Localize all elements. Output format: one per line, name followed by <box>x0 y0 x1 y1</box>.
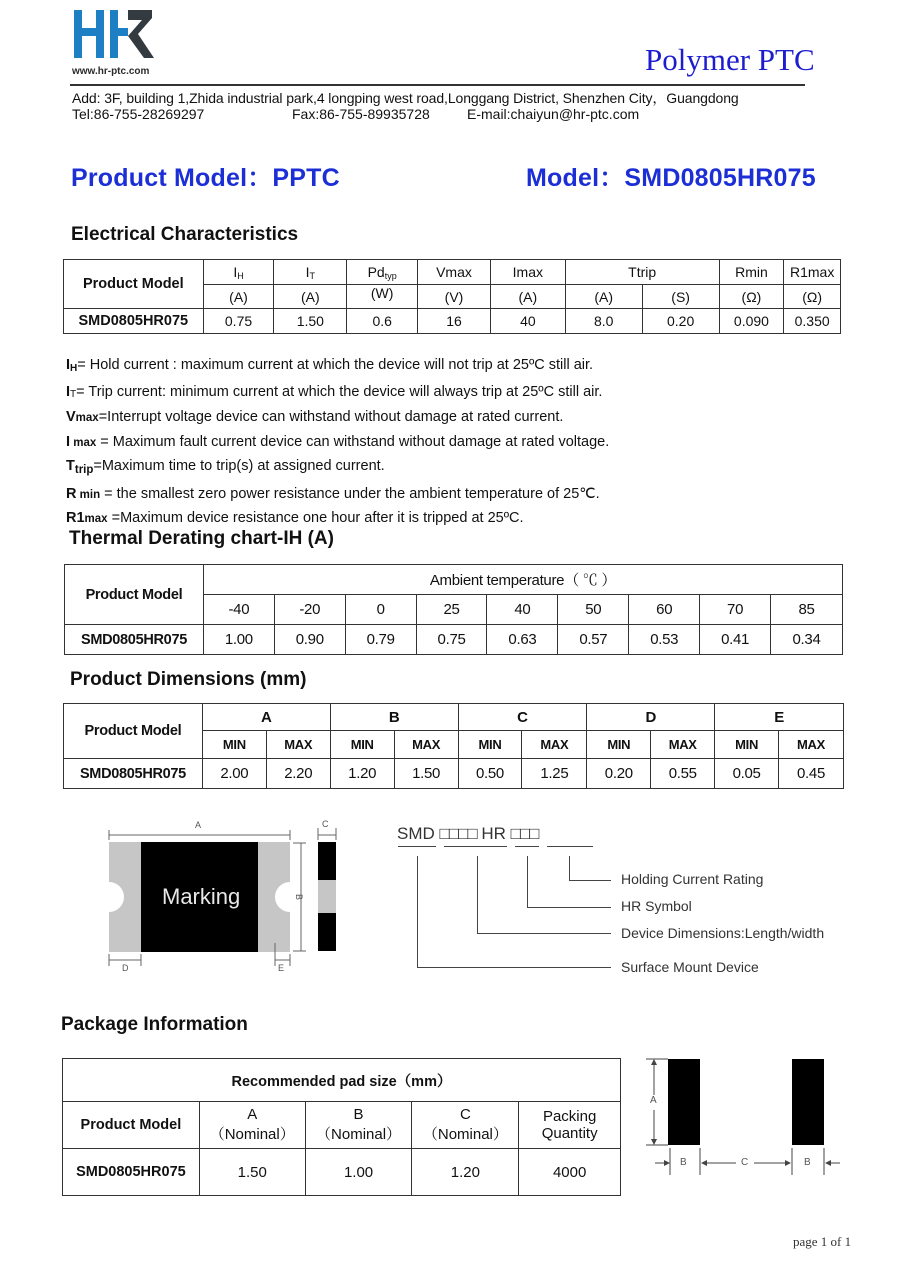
header-pad-a: A （Nominal） <box>199 1102 305 1149</box>
cell-r1max: 0.350 <box>784 309 841 334</box>
header-r1max: R1max <box>784 260 841 285</box>
header-max: MAX <box>394 731 458 759</box>
document-title: Polymer PTC <box>645 42 815 77</box>
package-section-title: Package Information <box>61 1014 248 1035</box>
dim-label-a: A <box>195 820 202 830</box>
email: E-mail:chaiyun@hr-ptc.com <box>467 106 640 122</box>
unit-vmax: (V) <box>418 285 491 309</box>
cell-value: 0.53 <box>629 625 700 655</box>
legend-device-dimensions: Device Dimensions:Length/width <box>621 925 825 941</box>
cell-pad-b: 1.00 <box>305 1149 412 1196</box>
definition-rmin: R min = the smallest zero power resistance under the ambient temperature of 25℃. <box>66 485 600 502</box>
table-row <box>64 309 841 334</box>
cell-pad-c: 1.20 <box>412 1149 519 1196</box>
cell-value: 0.45 <box>779 759 844 789</box>
header-dim-d: D <box>587 704 715 731</box>
header-min: MIN <box>458 731 522 759</box>
header-ih: $I_H$ <box>203 260 274 285</box>
cell-value: 1.20 <box>330 759 394 789</box>
cell-value: 2.00 <box>202 759 266 789</box>
header-max: MAX <box>651 731 715 759</box>
company-logo <box>72 8 162 64</box>
header-ambient-temperature: Ambient temperature（ ℃ ） <box>203 565 842 595</box>
header-max: MAX <box>266 731 330 759</box>
marking-label: Marking <box>162 884 241 909</box>
unit-r1max: (Ω) <box>784 285 841 309</box>
header-product-model: Product Model <box>64 704 203 759</box>
header-dim-b: B <box>330 704 458 731</box>
code-hr: HR <box>481 824 506 843</box>
thermal-derating-table <box>64 564 843 655</box>
dimensions-section-title: Product Dimensions (mm) <box>70 669 307 690</box>
temp-header: -20 <box>274 595 345 625</box>
header-max: MAX <box>522 731 587 759</box>
fax: Fax:86-755-89935728 <box>292 106 430 122</box>
cell-value: 0.90 <box>274 625 345 655</box>
header-divider <box>70 84 805 86</box>
cell-value: 2.20 <box>266 759 330 789</box>
package-table <box>62 1058 621 1196</box>
header-min: MIN <box>202 731 266 759</box>
header-packing-quantity: Packing Quantity <box>519 1102 621 1149</box>
pad-layout-diagram <box>640 1050 850 1180</box>
header-dim-a: A <box>202 704 330 731</box>
product-model-title: Product Model：PPTC <box>71 164 340 192</box>
cell-value: 0.63 <box>487 625 558 655</box>
cell-pd: 0.6 <box>347 309 418 334</box>
cell-pad-a: 1.50 <box>199 1149 305 1196</box>
unit-it: (A) <box>274 285 347 309</box>
cell-rmin: 0.090 <box>719 309 784 334</box>
cell-ttrip-a: 8.0 <box>565 309 642 334</box>
cell-ih: 0.75 <box>203 309 274 334</box>
cell-model: SMD0805HR075 <box>65 625 204 655</box>
temp-header: 25 <box>416 595 487 625</box>
thermal-section-title: Thermal Derating chart-IH (A) <box>69 528 334 549</box>
code-dimension-boxes: □□□□ <box>439 824 477 843</box>
cell-value: 0.57 <box>558 625 629 655</box>
header-min: MIN <box>587 731 651 759</box>
legend-hr-symbol: HR Symbol <box>621 898 692 914</box>
header-dim-e: E <box>715 704 844 731</box>
cell-it: 1.50 <box>274 309 347 334</box>
unit-ttrip-s: (S) <box>642 285 719 309</box>
header-it: $I_T$ <box>274 260 347 285</box>
temp-header: 50 <box>558 595 629 625</box>
underline <box>444 846 507 847</box>
header-imax: Imax <box>490 260 565 285</box>
cell-model: SMD0805HR075 <box>64 759 203 789</box>
cell-imax: 40 <box>490 309 565 334</box>
cell-value: 1.50 <box>394 759 458 789</box>
pad-label-c: C <box>741 1157 749 1168</box>
temp-header: 60 <box>629 595 700 625</box>
dimensions-table <box>63 703 844 789</box>
pad-label-b: B <box>804 1157 811 1168</box>
cell-value: 0.50 <box>458 759 522 789</box>
header-pad-b: B （Nominal） <box>305 1102 412 1149</box>
telephone: Tel:86-755-28269297 <box>72 106 205 122</box>
temp-header: 40 <box>487 595 558 625</box>
header-pd: $Pd_{typ}$ <box>347 260 418 285</box>
header-ttrip: Ttrip <box>565 260 719 285</box>
header-product-model: Product Model <box>64 260 204 309</box>
device-dimension-diagram <box>100 818 360 978</box>
cell-ttrip-s: 0.20 <box>642 309 719 334</box>
definition-ih: IH= Hold current : maximum current at which the device will not trip at 25ºC still air. <box>66 357 594 374</box>
dim-label-b: B <box>294 893 305 901</box>
header-min: MIN <box>715 731 779 759</box>
underline <box>398 846 436 847</box>
part-number-code <box>397 824 538 844</box>
dim-label-d: D <box>122 963 129 973</box>
temp-header: 70 <box>700 595 771 625</box>
cell-model: SMD0805HR075 <box>64 309 204 334</box>
table-row <box>65 625 843 655</box>
legend-surface-mount: Surface Mount Device <box>621 959 759 975</box>
header-product-model: Product Model <box>65 565 204 625</box>
header-recommended-pad-size: Recommended pad size（mm） <box>63 1059 621 1102</box>
definition-ttrip: $T_{trip}=Maximum$ time to trip(s) at assigned current. <box>66 458 385 476</box>
definition-it: IT= Trip current: minimum current at which the device will always trip at 25ºC still air. <box>66 383 603 400</box>
model-title: Model：SMD0805HR075 <box>526 164 816 192</box>
page-number: page 1 of 1 <box>793 1234 852 1249</box>
dim-label-e: E <box>278 963 285 973</box>
company-address: Add: 3F, building 1,Zhida industrial park,4 longping west road,Longgang District, Shenzhen City，Guangdong <box>72 90 739 106</box>
header-vmax: Vmax <box>418 260 491 285</box>
code-rating-boxes: □□□ <box>510 824 539 843</box>
table-row <box>64 759 844 789</box>
unit-ih: (A) <box>203 285 274 309</box>
dim-label-c: C <box>322 819 329 829</box>
cell-value: 0.20 <box>587 759 651 789</box>
cell-value: 0.34 <box>771 625 843 655</box>
definition-r1max: R1max =Maximum device resistance one hour after it is tripped at 25ºC. <box>66 510 524 526</box>
underline <box>515 846 539 847</box>
cell-vmax: 16 <box>418 309 491 334</box>
cell-value: 0.75 <box>416 625 487 655</box>
header-pad-c: C （Nominal） <box>412 1102 519 1149</box>
unit-imax: (A) <box>490 285 565 309</box>
cell-value: 0.79 <box>345 625 416 655</box>
cell-qty: 4000 <box>519 1149 621 1196</box>
header-dim-c: C <box>458 704 587 731</box>
unit-ttrip-a: (A) <box>565 285 642 309</box>
legend-holding-current: Holding Current Rating <box>621 871 764 887</box>
temp-header: 0 <box>345 595 416 625</box>
header-max: MAX <box>779 731 844 759</box>
definition-vmax: Vmax=Interrupt voltage device can withstand without damage at rated current. <box>66 409 564 425</box>
code-smd: SMD <box>397 824 435 843</box>
underline <box>547 846 593 847</box>
electrical-section-title: Electrical Characteristics <box>71 224 299 245</box>
unit-rmin: (Ω) <box>719 285 784 309</box>
unit-pd: (W) <box>347 285 418 309</box>
definitions-list <box>66 354 609 532</box>
cell-value: 1.25 <box>522 759 587 789</box>
header-min: MIN <box>330 731 394 759</box>
part-number-legend <box>397 824 837 984</box>
contact-line <box>72 106 639 122</box>
cell-model: SMD0805HR075 <box>63 1149 200 1196</box>
header-rmin: Rmin <box>719 260 784 285</box>
temp-header: 85 <box>771 595 843 625</box>
temp-header: -40 <box>203 595 274 625</box>
table-row <box>63 1149 621 1196</box>
pad-label-b: B <box>680 1157 687 1168</box>
website-url: www.hr-ptc.com <box>72 66 150 77</box>
cell-value: 0.05 <box>715 759 779 789</box>
cell-value: 1.00 <box>203 625 274 655</box>
cell-value: 0.55 <box>651 759 715 789</box>
pad-label-a: A <box>650 1095 657 1106</box>
cell-value: 0.41 <box>700 625 771 655</box>
header-product-model: Product Model <box>63 1102 200 1149</box>
electrical-table <box>63 259 841 334</box>
definition-imax: I max = Maximum fault current device can withstand without damage at rated voltage. <box>66 433 610 450</box>
